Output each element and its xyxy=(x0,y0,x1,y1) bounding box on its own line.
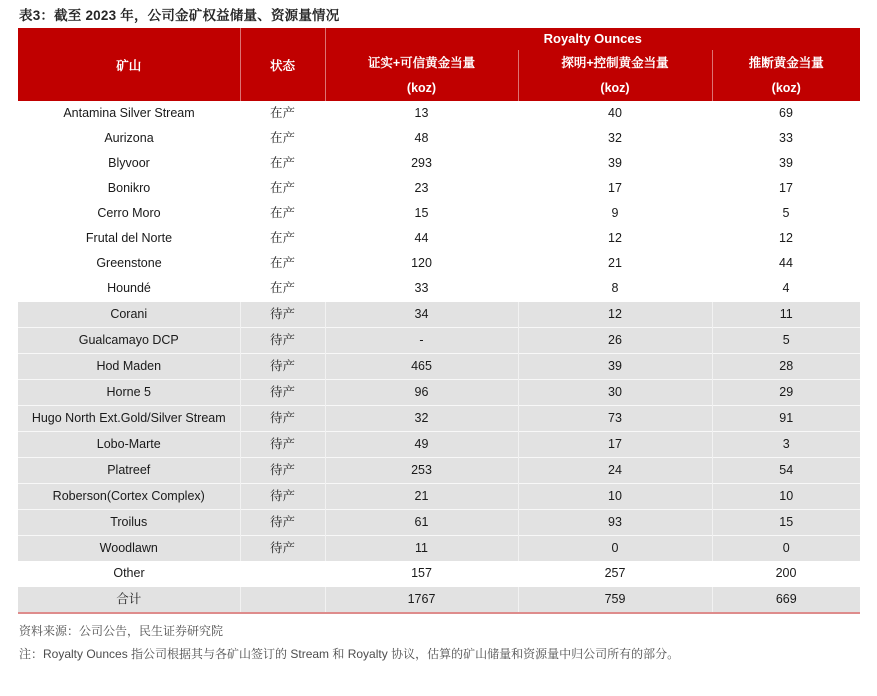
value-cell-inferred: 11 xyxy=(712,302,860,328)
value-cell-measured: 21 xyxy=(518,251,712,276)
value-cell-measured: 759 xyxy=(518,587,712,614)
table-row xyxy=(18,176,860,201)
table-row xyxy=(18,126,860,151)
value-cell-inferred: 5 xyxy=(712,201,860,226)
value-cell-inferred: 39 xyxy=(712,151,860,176)
mine-name-cell: Greenstone xyxy=(18,251,240,276)
col-header-inferred xyxy=(712,50,860,101)
value-cell-proven: 293 xyxy=(325,151,518,176)
col-header-mine: 矿山 xyxy=(18,28,240,101)
royalty-ounces-table xyxy=(18,28,860,614)
mine-name-cell: 合计 xyxy=(18,587,240,614)
method-note: 注：Royalty Ounces 指公司根据其与各矿山签订的 Stream 和 Royalty 协议，估算的矿山储量和资源量中归公司所有的部分。 xyxy=(19,647,680,661)
status-cell: 待产 xyxy=(240,432,325,458)
status-cell: 在产 xyxy=(240,276,325,302)
value-cell-inferred: 91 xyxy=(712,406,860,432)
table-row xyxy=(18,484,860,510)
value-cell-measured: 10 xyxy=(518,484,712,510)
status-cell xyxy=(240,561,325,587)
status-cell: 待产 xyxy=(240,510,325,536)
value-cell-inferred: 200 xyxy=(712,561,860,587)
status-cell: 待产 xyxy=(240,354,325,380)
value-cell-proven: 157 xyxy=(325,561,518,587)
value-cell-inferred: 17 xyxy=(712,176,860,201)
table-row xyxy=(18,226,860,251)
value-cell-proven: 11 xyxy=(325,536,518,562)
mine-name-cell: Corani xyxy=(18,302,240,328)
value-cell-proven: 44 xyxy=(325,226,518,251)
value-cell-measured: 39 xyxy=(518,151,712,176)
value-cell-inferred: 0 xyxy=(712,536,860,562)
value-cell-measured: 30 xyxy=(518,380,712,406)
table-row xyxy=(18,276,860,302)
col-header-proven-probable-label: 证实+可信黄金当量 xyxy=(367,56,476,70)
status-cell: 在产 xyxy=(240,126,325,151)
mine-name-cell: Troilus xyxy=(18,510,240,536)
table-row xyxy=(18,587,860,614)
value-cell-measured: 17 xyxy=(518,432,712,458)
value-cell-measured: 26 xyxy=(518,328,712,354)
col-header-proven-probable-unit: (koz) xyxy=(406,81,437,95)
value-cell-proven: 96 xyxy=(325,380,518,406)
status-cell: 在产 xyxy=(240,201,325,226)
value-cell-proven: 1767 xyxy=(325,587,518,614)
value-cell-measured: 9 xyxy=(518,201,712,226)
value-cell-proven: 120 xyxy=(325,251,518,276)
mine-name-cell: Aurizona xyxy=(18,126,240,151)
mine-name-cell: Lobo-Marte xyxy=(18,432,240,458)
status-cell: 待产 xyxy=(240,302,325,328)
header-row-group xyxy=(18,28,860,50)
table-row xyxy=(18,354,860,380)
value-cell-inferred: 4 xyxy=(712,276,860,302)
value-cell-proven: 33 xyxy=(325,276,518,302)
value-cell-inferred: 29 xyxy=(712,380,860,406)
value-cell-inferred: 3 xyxy=(712,432,860,458)
table-header xyxy=(18,28,860,101)
value-cell-inferred: 15 xyxy=(712,510,860,536)
col-header-measured-indicated xyxy=(518,50,712,101)
status-cell: 待产 xyxy=(240,536,325,562)
value-cell-proven: 253 xyxy=(325,458,518,484)
value-cell-measured: 8 xyxy=(518,276,712,302)
value-cell-proven: 61 xyxy=(325,510,518,536)
col-header-royalty-ounces: Royalty Ounces xyxy=(325,28,860,50)
table-row xyxy=(18,302,860,328)
table-body xyxy=(18,101,860,613)
value-cell-measured: 93 xyxy=(518,510,712,536)
value-cell-inferred: 33 xyxy=(712,126,860,151)
value-cell-measured: 0 xyxy=(518,536,712,562)
table-row xyxy=(18,101,860,126)
status-cell: 待产 xyxy=(240,328,325,354)
status-cell: 在产 xyxy=(240,176,325,201)
status-cell: 待产 xyxy=(240,380,325,406)
mine-name-cell: Cerro Moro xyxy=(18,201,240,226)
table-title: 表3：截至 2023 年，公司金矿权益储量、资源量情况 xyxy=(19,8,340,23)
table-row xyxy=(18,458,860,484)
value-cell-proven: 34 xyxy=(325,302,518,328)
value-cell-inferred: 28 xyxy=(712,354,860,380)
mine-name-cell: Antamina Silver Stream xyxy=(18,101,240,126)
value-cell-inferred: 5 xyxy=(712,328,860,354)
value-cell-measured: 32 xyxy=(518,126,712,151)
mine-name-cell: Hod Maden xyxy=(18,354,240,380)
status-cell: 在产 xyxy=(240,101,325,126)
col-header-inferred-label: 推断黄金当量 xyxy=(748,56,824,70)
table-row xyxy=(18,510,860,536)
value-cell-proven: 48 xyxy=(325,126,518,151)
table-row xyxy=(18,201,860,226)
table-row xyxy=(18,406,860,432)
col-header-inferred-unit: (koz) xyxy=(771,81,801,95)
status-cell: 在产 xyxy=(240,226,325,251)
mine-name-cell: Horne 5 xyxy=(18,380,240,406)
value-cell-measured: 257 xyxy=(518,561,712,587)
value-cell-proven: 13 xyxy=(325,101,518,126)
value-cell-inferred: 69 xyxy=(712,101,860,126)
value-cell-inferred: 54 xyxy=(712,458,860,484)
value-cell-measured: 12 xyxy=(518,302,712,328)
status-cell: 待产 xyxy=(240,406,325,432)
source-note: 资料来源：公司公告，民生证券研究院 xyxy=(19,624,224,638)
mine-name-cell: Bonikro xyxy=(18,176,240,201)
mine-name-cell: Blyvoor xyxy=(18,151,240,176)
value-cell-inferred: 10 xyxy=(712,484,860,510)
mine-name-cell: Hugo North Ext.Gold/Silver Stream xyxy=(18,406,240,432)
table-row xyxy=(18,536,860,562)
status-cell: 待产 xyxy=(240,458,325,484)
mine-name-cell: Other xyxy=(18,561,240,587)
value-cell-inferred: 669 xyxy=(712,587,860,614)
value-cell-proven: 23 xyxy=(325,176,518,201)
value-cell-measured: 12 xyxy=(518,226,712,251)
value-cell-measured: 40 xyxy=(518,101,712,126)
mine-name-cell: Frutal del Norte xyxy=(18,226,240,251)
value-cell-proven: 49 xyxy=(325,432,518,458)
col-header-measured-indicated-unit: (koz) xyxy=(600,81,630,95)
table-row xyxy=(18,561,860,587)
mine-name-cell: Woodlawn xyxy=(18,536,240,562)
mine-name-cell: Gualcamayo DCP xyxy=(18,328,240,354)
value-cell-measured: 39 xyxy=(518,354,712,380)
mine-name-cell: Platreef xyxy=(18,458,240,484)
value-cell-measured: 17 xyxy=(518,176,712,201)
status-cell: 待产 xyxy=(240,484,325,510)
table-row xyxy=(18,151,860,176)
status-cell: 在产 xyxy=(240,151,325,176)
col-header-status: 状态 xyxy=(240,28,325,101)
value-cell-proven: 32 xyxy=(325,406,518,432)
col-header-proven-probable xyxy=(325,50,518,101)
col-header-measured-indicated-label: 探明+控制黄金当量 xyxy=(561,56,669,70)
status-cell xyxy=(240,587,325,614)
status-cell: 在产 xyxy=(240,251,325,276)
value-cell-measured: 73 xyxy=(518,406,712,432)
table-row xyxy=(18,251,860,276)
value-cell-inferred: 44 xyxy=(712,251,860,276)
value-cell-proven: 465 xyxy=(325,354,518,380)
table-row xyxy=(18,432,860,458)
mine-name-cell: Roberson(Cortex Complex) xyxy=(18,484,240,510)
value-cell-proven: - xyxy=(325,328,518,354)
table-row xyxy=(18,380,860,406)
value-cell-inferred: 12 xyxy=(712,226,860,251)
table-row xyxy=(18,328,860,354)
mine-name-cell: Houndé xyxy=(18,276,240,302)
value-cell-proven: 15 xyxy=(325,201,518,226)
value-cell-measured: 24 xyxy=(518,458,712,484)
value-cell-proven: 21 xyxy=(325,484,518,510)
